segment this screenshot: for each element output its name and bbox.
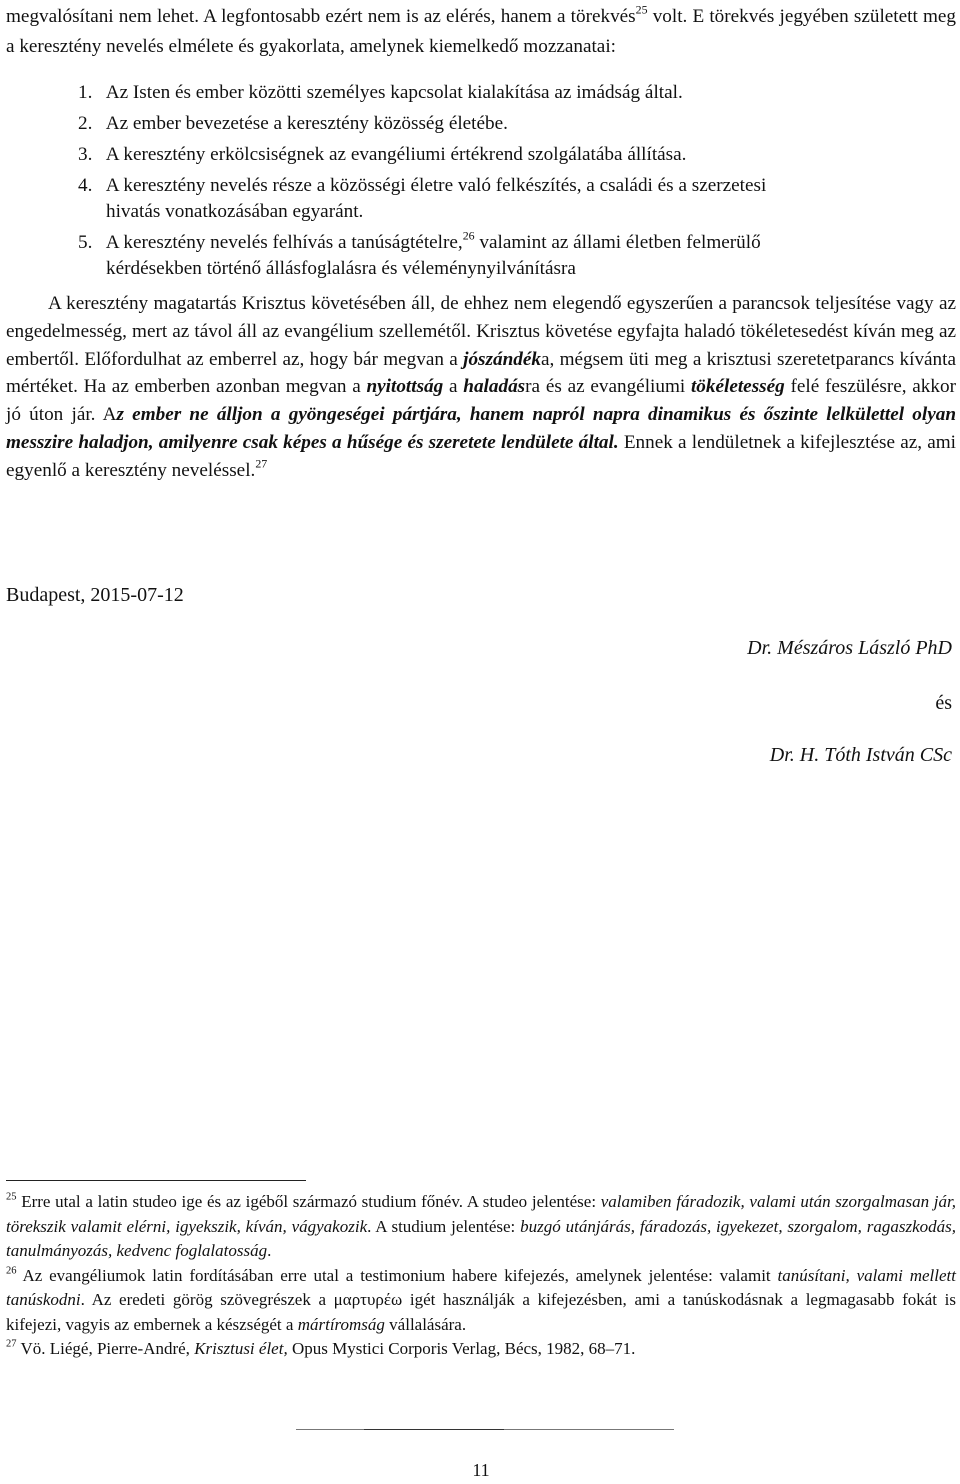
body-text: Ennek a lendületnek a kifejlesztése az, ami egyenlő a keresztény neveléssel. <box>6 431 956 481</box>
page-number: 11 <box>472 1460 490 1480</box>
footnote-text: . <box>267 1241 272 1260</box>
footnote-ref-26[interactable]: 26 <box>462 228 475 243</box>
list-number: 5. <box>78 232 93 253</box>
footnote-text: Vö. Liégé, Pierre-André, <box>16 1339 195 1358</box>
place-date: Budapest, 2015-07-12 <box>6 584 184 606</box>
footnote-italic: valamiben fáradozik, valami után szorgalmasan jár, törekszik valamit elérni, igyekszik, kíván, vágyakozik <box>6 1192 956 1236</box>
emphasis-haladas: haladás <box>463 376 526 398</box>
list-text-continued: hivatás vonatkozásában egyaránt. <box>106 201 364 222</box>
footnotes <box>6 1190 956 1362</box>
emphasis-joszandek: jószándék <box>463 348 541 370</box>
footnote-26 <box>6 1264 956 1338</box>
list-number: 1. <box>78 82 93 103</box>
intro-paragraph <box>6 2 956 62</box>
footnote-separator <box>6 1180 306 1181</box>
intro-text-continued: volt. E törekvés jegyében született meg a keresztény nevelés elmélete és gyakorlata, amelynek kiemelkedő mozzanatai: <box>6 6 956 57</box>
list-text-continued: kérdésekben történő állásfoglalásra és véleménynyilvánításra <box>106 258 576 279</box>
body-text: ra és az evangéliumi <box>525 376 691 398</box>
footnote-italic: buzgó utánjárás, fáradozás, igyekezet, szorgalom, ragaszkodás, tanulmányozás, kedvenc foglalatosság <box>6 1216 956 1260</box>
list-number: 2. <box>78 113 93 134</box>
footnote-text: Erre utal a latin studeo ige és az igéből származó studium főnév. A studeo jelentése: <box>16 1192 601 1211</box>
list-item <box>78 80 958 106</box>
footnote-italic: tanúsítani, valami mellett tanúskodni <box>6 1265 956 1309</box>
body-text: a, mégsem üti meg a krisztusi szeretetparancs kívánta mértéket. Ha az emberben azonban megvan a <box>6 348 956 398</box>
body-paragraph <box>6 290 956 485</box>
footnote-italic: Krisztusi élet, <box>194 1339 288 1358</box>
list-item <box>78 173 958 225</box>
body-text: A keresztény magatartás Krisztus követésében áll, de ehhez nem elegendő egyszerűen a parancsok teljesítése vagy az engedelmesség, mert az távol áll az evangélium szellemétől. Krisztus követése egyfajta haladó tökéletesedést kíván meg az embertől. Előfordulhat az emberrel az, hogy bár megvan a <box>6 293 956 370</box>
footer-rule-segment <box>364 1429 504 1430</box>
footnote-27 <box>6 1337 956 1362</box>
list-text: Az ember bevezetése a keresztény közösség életébe. <box>105 113 508 134</box>
emphasis-sentence: z ember ne álljon a gyöngeségei pártjára, hanem napról napra dinamikus és őszinte lelkülettel olyan messzire haladjon, amilyenre csak képes a hűsége és szeretete lendülete által. <box>6 404 956 453</box>
list-number: 4. <box>78 175 93 196</box>
list-text: A keresztény nevelés része a közösségi életre való felkészítés, a családi és a szerzetesi <box>105 175 767 196</box>
list-item <box>78 230 958 282</box>
list-text-after: valamint az állami életben felmerülő <box>474 232 761 253</box>
footnote-text: Opus Mystici Corporis Verlag, Bécs, 1982, 68–71. <box>287 1339 636 1358</box>
body-text: a <box>443 376 464 398</box>
signature-name-2: Dr. H. Tóth István CSc <box>769 744 952 766</box>
list-text: A keresztény erkölcsiségnek az evangéliumi értékrend szolgálatába állítása. <box>105 144 687 165</box>
footnote-ref-27[interactable]: 27 <box>255 456 268 471</box>
footnote-ref-25[interactable]: 25 <box>635 2 648 17</box>
footnote-text: . Az eredeti görög szövegrészek a μαρτυρέω igét használják a kifejezésben, ami a tanúskodásnak a legmagasabb fokát is kifejezi, vagyis az embernek a készségét a <box>6 1290 956 1334</box>
footnote-text: . A studium jelentése: <box>367 1216 521 1236</box>
list-item <box>78 142 958 168</box>
footnote-number: 27 <box>6 1338 17 1350</box>
body-text: felé feszülésre, akkor jó úton jár. A <box>6 376 956 426</box>
footnote-text: vállalására. <box>384 1314 467 1334</box>
footnote-italic: mártíromság <box>297 1314 385 1334</box>
intro-text: megvalósítani nem lehet. A legfontosabb ezért nem is az elérés, hanem a törekvés <box>6 6 636 27</box>
list-number: 3. <box>78 144 93 165</box>
footer-rule-segment <box>504 1429 674 1430</box>
numbered-list <box>78 80 958 287</box>
list-text: A keresztény nevelés felhívás a tanúságtételre, <box>105 232 463 253</box>
signature-name-1: Dr. Mészáros László PhD <box>747 637 952 659</box>
signature-conjunction: és <box>935 692 952 714</box>
emphasis-nyitottsag: nyitottság <box>366 376 444 398</box>
footnote-25 <box>6 1190 956 1264</box>
emphasis-tokeletesseg: tökéletesség <box>690 376 785 398</box>
footnote-number: 26 <box>6 1265 17 1277</box>
list-item <box>78 111 958 137</box>
footnote-number: 25 <box>6 1191 17 1203</box>
footnote-text: Az evangéliumok latin fordításában erre utal a testimonium habere kifejezés, amelynek jelentése: valamit <box>16 1265 778 1285</box>
list-text: Az Isten és ember közötti személyes kapcsolat kialakítása az imádság által. <box>105 82 683 103</box>
